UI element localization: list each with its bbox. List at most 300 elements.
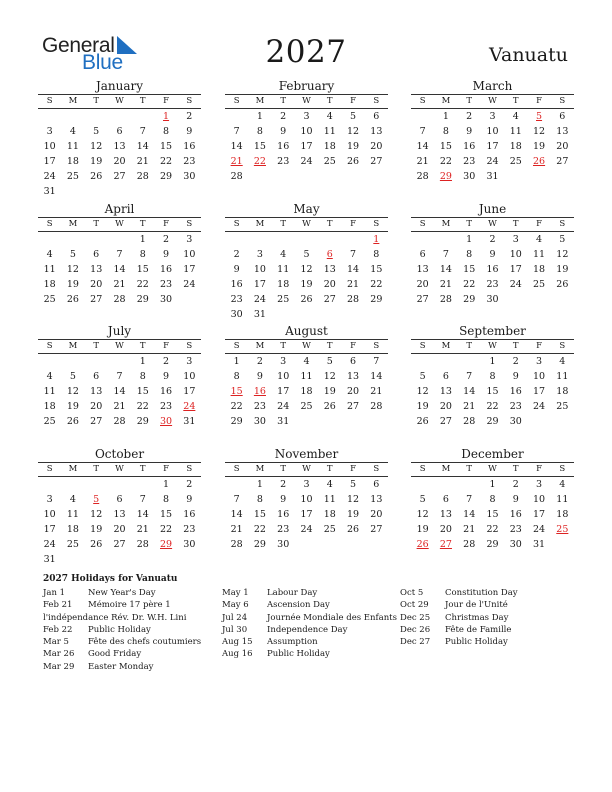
holiday-date: Dec 27 [400, 637, 431, 648]
holiday-date: Jul 24 [222, 612, 248, 623]
day-cell: 20 [113, 156, 126, 167]
day-cell: 30 [183, 171, 196, 182]
empty-day-cell [248, 169, 271, 184]
day-cell: 28 [113, 294, 126, 305]
weekday-label: T [139, 341, 146, 351]
day-cell: 23 [183, 524, 196, 535]
day-cell: 28 [347, 294, 360, 305]
holiday-name: Public Holiday [445, 637, 508, 648]
day-cell: 1 [256, 479, 263, 490]
empty-day-cell [108, 552, 131, 567]
day-cell: 17 [43, 524, 56, 535]
week-row [225, 109, 388, 124]
weekday-label: T [466, 341, 473, 351]
weekday-label: W [302, 219, 311, 229]
day-cell: 19 [416, 524, 429, 535]
empty-day-cell [365, 414, 388, 429]
day-cell: 20 [416, 279, 429, 290]
weekday-label: M [68, 341, 78, 351]
day-cell: 13 [370, 126, 383, 137]
weekday-label: W [488, 219, 497, 229]
week-row [411, 492, 574, 507]
weekday-label: W [302, 341, 311, 351]
day-cell: 31 [277, 416, 290, 427]
holiday-name: Independence Day [267, 624, 348, 635]
weekday-header [411, 94, 574, 109]
week-row [225, 399, 388, 414]
day-cell: 26 [300, 294, 313, 305]
holiday-column [400, 587, 518, 648]
weekday-label: W [115, 464, 124, 474]
day-cell: 3 [46, 126, 53, 137]
day-cell: 26 [66, 416, 79, 427]
empty-day-cell [341, 169, 364, 184]
holiday-date: Feb 21 [43, 600, 73, 611]
empty-day-cell [85, 232, 108, 247]
day-cell: 13 [416, 264, 429, 275]
day-cell: 8 [139, 249, 146, 260]
weekday-label: W [115, 341, 124, 351]
week-row [225, 492, 388, 507]
weekday-label: S [233, 464, 240, 474]
day-cell: 18 [66, 524, 79, 535]
day-cell: 4 [303, 356, 310, 367]
day-cell: 8 [489, 371, 496, 382]
holiday-day: 5 [93, 494, 100, 505]
day-cell: 7 [116, 371, 123, 382]
weekday-label: S [419, 96, 426, 106]
weekday-label: M [255, 341, 265, 351]
day-cell: 10 [183, 371, 196, 382]
day-cell: 14 [463, 509, 476, 520]
weekday-label: S [46, 219, 53, 229]
day-cell: 3 [512, 234, 519, 245]
day-cell: 16 [183, 509, 196, 520]
day-cell: 4 [280, 249, 287, 260]
day-cell: 6 [93, 249, 100, 260]
holiday-day: 26 [533, 156, 546, 167]
empty-day-cell [411, 232, 434, 247]
day-cell: 17 [183, 264, 196, 275]
day-cell: 24 [43, 171, 56, 182]
week-row [411, 232, 574, 247]
day-cell: 2 [233, 249, 240, 260]
holiday-row [43, 624, 201, 636]
day-cell: 25 [323, 156, 336, 167]
weekday-label: S [46, 341, 53, 351]
day-cell: 28 [370, 401, 383, 412]
day-cell: 4 [512, 111, 519, 122]
holiday-row [222, 612, 397, 624]
day-cell: 9 [512, 371, 519, 382]
month-march [411, 79, 574, 184]
day-cell: 4 [559, 479, 566, 490]
week-row [411, 154, 574, 169]
week-row [38, 537, 201, 552]
weekday-label: W [302, 96, 311, 106]
day-cell: 6 [442, 371, 449, 382]
week-row [38, 507, 201, 522]
day-cell: 13 [370, 494, 383, 505]
day-cell: 12 [347, 494, 360, 505]
empty-day-cell [504, 169, 527, 184]
month-april [38, 202, 201, 307]
day-cell: 11 [66, 509, 79, 520]
week-row [225, 384, 388, 399]
empty-day-cell [411, 109, 434, 124]
week-row [225, 262, 388, 277]
weekday-label: T [280, 96, 287, 106]
day-cell: 23 [509, 401, 522, 412]
day-cell: 2 [280, 479, 287, 490]
week-row [38, 124, 201, 139]
day-cell: 21 [136, 524, 149, 535]
week-row [411, 414, 574, 429]
day-cell: 15 [136, 264, 149, 275]
day-cell: 25 [323, 524, 336, 535]
day-cell: 17 [533, 386, 546, 397]
day-cell: 14 [113, 264, 126, 275]
day-cell: 18 [533, 264, 546, 275]
holiday-date: Mar 29 [43, 661, 75, 672]
empty-day-cell [85, 109, 108, 124]
month-name: April [104, 202, 135, 216]
weekday-label: M [68, 464, 78, 474]
empty-day-cell [38, 354, 61, 369]
week-row [225, 507, 388, 522]
week-row [38, 414, 201, 429]
empty-day-cell [248, 232, 271, 247]
logo-general-text: General [42, 34, 115, 57]
empty-day-cell [61, 184, 84, 199]
week-row [411, 277, 574, 292]
day-cell: 29 [136, 416, 149, 427]
weekday-label: T [466, 464, 473, 474]
weekday-label: S [559, 96, 566, 106]
empty-day-cell [527, 414, 550, 429]
weekday-label: T [512, 96, 519, 106]
day-cell: 17 [509, 264, 522, 275]
month-may [225, 202, 388, 322]
day-cell: 24 [277, 401, 290, 412]
day-cell: 9 [489, 249, 496, 260]
day-cell: 6 [373, 479, 380, 490]
day-cell: 19 [66, 279, 79, 290]
day-cell: 24 [486, 156, 499, 167]
month-name: October [94, 447, 145, 461]
day-cell: 29 [463, 294, 476, 305]
empty-day-cell [61, 109, 84, 124]
day-cell: 30 [183, 539, 196, 550]
day-cell: 29 [230, 416, 243, 427]
day-cell: 21 [136, 156, 149, 167]
weekday-header [411, 462, 574, 477]
day-cell: 10 [300, 126, 313, 137]
day-cell: 25 [509, 156, 522, 167]
empty-day-cell [225, 232, 248, 247]
day-cell: 15 [486, 386, 499, 397]
holiday-day: 21 [230, 156, 243, 167]
day-cell: 17 [43, 156, 56, 167]
weekday-header [225, 94, 388, 109]
empty-day-cell [551, 414, 574, 429]
day-cell: 8 [489, 494, 496, 505]
weekday-label: T [512, 341, 519, 351]
day-cell: 8 [233, 371, 240, 382]
day-cell: 1 [233, 356, 240, 367]
day-cell: 26 [66, 294, 79, 305]
day-cell: 31 [533, 539, 546, 550]
day-cell: 16 [277, 509, 290, 520]
day-cell: 11 [556, 371, 569, 382]
day-cell: 1 [163, 479, 170, 490]
month-january [38, 79, 201, 199]
empty-day-cell [85, 552, 108, 567]
week-row [38, 492, 201, 507]
holiday-name: Fête de Famille [445, 624, 512, 635]
day-cell: 28 [136, 171, 149, 182]
day-cell: 12 [300, 264, 313, 275]
empty-day-cell [61, 232, 84, 247]
day-cell: 11 [533, 249, 546, 260]
holiday-name: Jour de l'Unité [445, 600, 508, 611]
weekday-label: S [186, 96, 193, 106]
day-cell: 11 [556, 494, 569, 505]
day-cell: 15 [486, 509, 499, 520]
empty-day-cell [434, 232, 457, 247]
day-cell: 21 [463, 401, 476, 412]
day-cell: 21 [113, 279, 126, 290]
weekday-label: M [441, 464, 451, 474]
month-june [411, 202, 574, 307]
holiday-date: Jan 1 [43, 588, 66, 598]
day-cell: 25 [277, 294, 290, 305]
day-cell: 10 [43, 509, 56, 520]
holiday-name: Fête des chefs coutumiers [88, 637, 202, 648]
empty-day-cell [61, 552, 84, 567]
weekday-label: T [139, 219, 146, 229]
holiday-day: 29 [439, 171, 452, 182]
day-cell: 15 [439, 141, 452, 152]
holiday-row [400, 587, 518, 599]
holiday-row [222, 636, 397, 648]
empty-day-cell [295, 414, 318, 429]
holiday-name: Assumption [267, 637, 318, 648]
day-cell: 14 [347, 264, 360, 275]
day-cell: 10 [300, 494, 313, 505]
empty-day-cell [318, 307, 341, 322]
day-cell: 7 [139, 126, 146, 137]
day-cell: 12 [556, 249, 569, 260]
day-cell: 19 [66, 401, 79, 412]
day-cell: 16 [160, 264, 173, 275]
week-row [411, 369, 574, 384]
day-cell: 21 [230, 524, 243, 535]
day-cell: 4 [326, 479, 333, 490]
day-cell: 11 [300, 371, 313, 382]
day-cell: 6 [116, 494, 123, 505]
empty-day-cell [551, 537, 574, 552]
week-row [38, 184, 201, 199]
day-cell: 13 [439, 509, 452, 520]
day-cell: 27 [370, 524, 383, 535]
day-cell: 14 [370, 371, 383, 382]
weekday-label: M [255, 219, 265, 229]
week-row [225, 414, 388, 429]
day-cell: 9 [186, 494, 193, 505]
day-cell: 21 [370, 386, 383, 397]
weekday-header [38, 217, 201, 232]
day-cell: 25 [300, 401, 313, 412]
weekday-header [411, 217, 574, 232]
empty-day-cell [61, 477, 84, 492]
empty-day-cell [411, 354, 434, 369]
day-cell: 9 [280, 126, 287, 137]
day-cell: 27 [416, 294, 429, 305]
empty-day-cell [38, 109, 61, 124]
day-cell: 9 [512, 494, 519, 505]
weekday-label: T [93, 464, 100, 474]
holiday-name: Constitution Day [445, 588, 518, 598]
day-cell: 12 [533, 126, 546, 137]
day-cell: 2 [186, 479, 193, 490]
empty-day-cell [458, 477, 481, 492]
weekday-label: T [280, 341, 287, 351]
weekday-label: T [93, 96, 100, 106]
day-cell: 16 [183, 141, 196, 152]
holiday-name: Christmas Day [445, 612, 509, 623]
holiday-row [43, 661, 201, 673]
day-cell: 31 [486, 171, 499, 182]
weekday-label: T [466, 219, 473, 229]
day-cell: 1 [256, 111, 263, 122]
weekday-label: F [536, 96, 542, 106]
empty-day-cell [61, 354, 84, 369]
holiday-name: Public Holiday [267, 649, 330, 660]
day-cell: 16 [277, 141, 290, 152]
day-cell: 23 [277, 524, 290, 535]
weekday-label: T [280, 219, 287, 229]
weekday-label: S [419, 219, 426, 229]
day-cell: 23 [509, 524, 522, 535]
weekday-header [38, 339, 201, 354]
day-cell: 3 [280, 356, 287, 367]
empty-day-cell [341, 537, 364, 552]
day-cell: 26 [323, 401, 336, 412]
holiday-row [400, 612, 518, 624]
weekday-label: S [419, 341, 426, 351]
weekday-label: S [233, 96, 240, 106]
day-cell: 7 [373, 356, 380, 367]
day-cell: 13 [90, 264, 103, 275]
day-cell: 13 [90, 386, 103, 397]
day-cell: 14 [416, 141, 429, 152]
holiday-date: Jul 30 [222, 624, 248, 635]
day-cell: 17 [300, 141, 313, 152]
day-cell: 27 [556, 156, 569, 167]
day-cell: 11 [277, 264, 290, 275]
weekday-label: S [419, 464, 426, 474]
empty-day-cell [85, 184, 108, 199]
day-cell: 13 [113, 141, 126, 152]
day-cell: 10 [533, 494, 546, 505]
holiday-name: Public Holiday [88, 624, 151, 635]
holiday-day: 1 [373, 234, 380, 245]
day-cell: 7 [116, 249, 123, 260]
weekday-label: F [536, 219, 542, 229]
day-cell: 17 [183, 386, 196, 397]
day-cell: 9 [256, 371, 263, 382]
weekday-label: W [115, 219, 124, 229]
day-cell: 9 [466, 126, 473, 137]
day-cell: 19 [533, 141, 546, 152]
holiday-name: Mémoire 17 père 1 [88, 600, 171, 611]
day-cell: 30 [509, 416, 522, 427]
week-row [411, 384, 574, 399]
day-cell: 16 [230, 279, 243, 290]
day-cell: 21 [347, 279, 360, 290]
weekday-label: F [163, 219, 169, 229]
day-cell: 15 [253, 141, 266, 152]
weekday-label: M [441, 219, 451, 229]
day-cell: 18 [323, 509, 336, 520]
day-cell: 31 [43, 554, 56, 565]
empty-day-cell [458, 354, 481, 369]
day-cell: 25 [43, 294, 56, 305]
day-cell: 20 [90, 279, 103, 290]
day-cell: 20 [323, 279, 336, 290]
week-row [38, 292, 201, 307]
day-cell: 6 [116, 126, 123, 137]
day-cell: 17 [253, 279, 266, 290]
day-cell: 4 [46, 249, 53, 260]
holiday-name: New Year's Day [88, 588, 156, 598]
day-cell: 13 [347, 371, 360, 382]
day-cell: 3 [303, 111, 310, 122]
day-cell: 31 [43, 186, 56, 197]
month-august [225, 324, 388, 429]
weekday-header [225, 217, 388, 232]
weekday-label: F [536, 464, 542, 474]
weekday-label: T [93, 341, 100, 351]
day-cell: 14 [230, 509, 243, 520]
weekday-label: T [139, 96, 146, 106]
day-cell: 23 [463, 156, 476, 167]
day-cell: 23 [277, 156, 290, 167]
calendar-year: 2027 [265, 34, 347, 70]
holiday-day: 25 [556, 524, 569, 535]
day-cell: 6 [559, 111, 566, 122]
day-cell: 20 [113, 524, 126, 535]
empty-day-cell [131, 477, 154, 492]
weekday-label: S [186, 219, 193, 229]
holiday-date: Aug 15 [222, 637, 253, 648]
day-cell: 2 [163, 356, 170, 367]
month-name: January [95, 79, 144, 93]
day-cell: 14 [136, 509, 149, 520]
day-cell: 10 [486, 126, 499, 137]
empty-day-cell [131, 552, 154, 567]
day-cell: 22 [160, 156, 173, 167]
week-row [411, 247, 574, 262]
day-cell: 28 [416, 171, 429, 182]
month-december [411, 447, 574, 552]
week-row [38, 262, 201, 277]
month-october [38, 447, 201, 567]
empty-day-cell [131, 184, 154, 199]
holiday-date: Oct 5 [400, 588, 424, 598]
day-cell: 19 [90, 156, 103, 167]
